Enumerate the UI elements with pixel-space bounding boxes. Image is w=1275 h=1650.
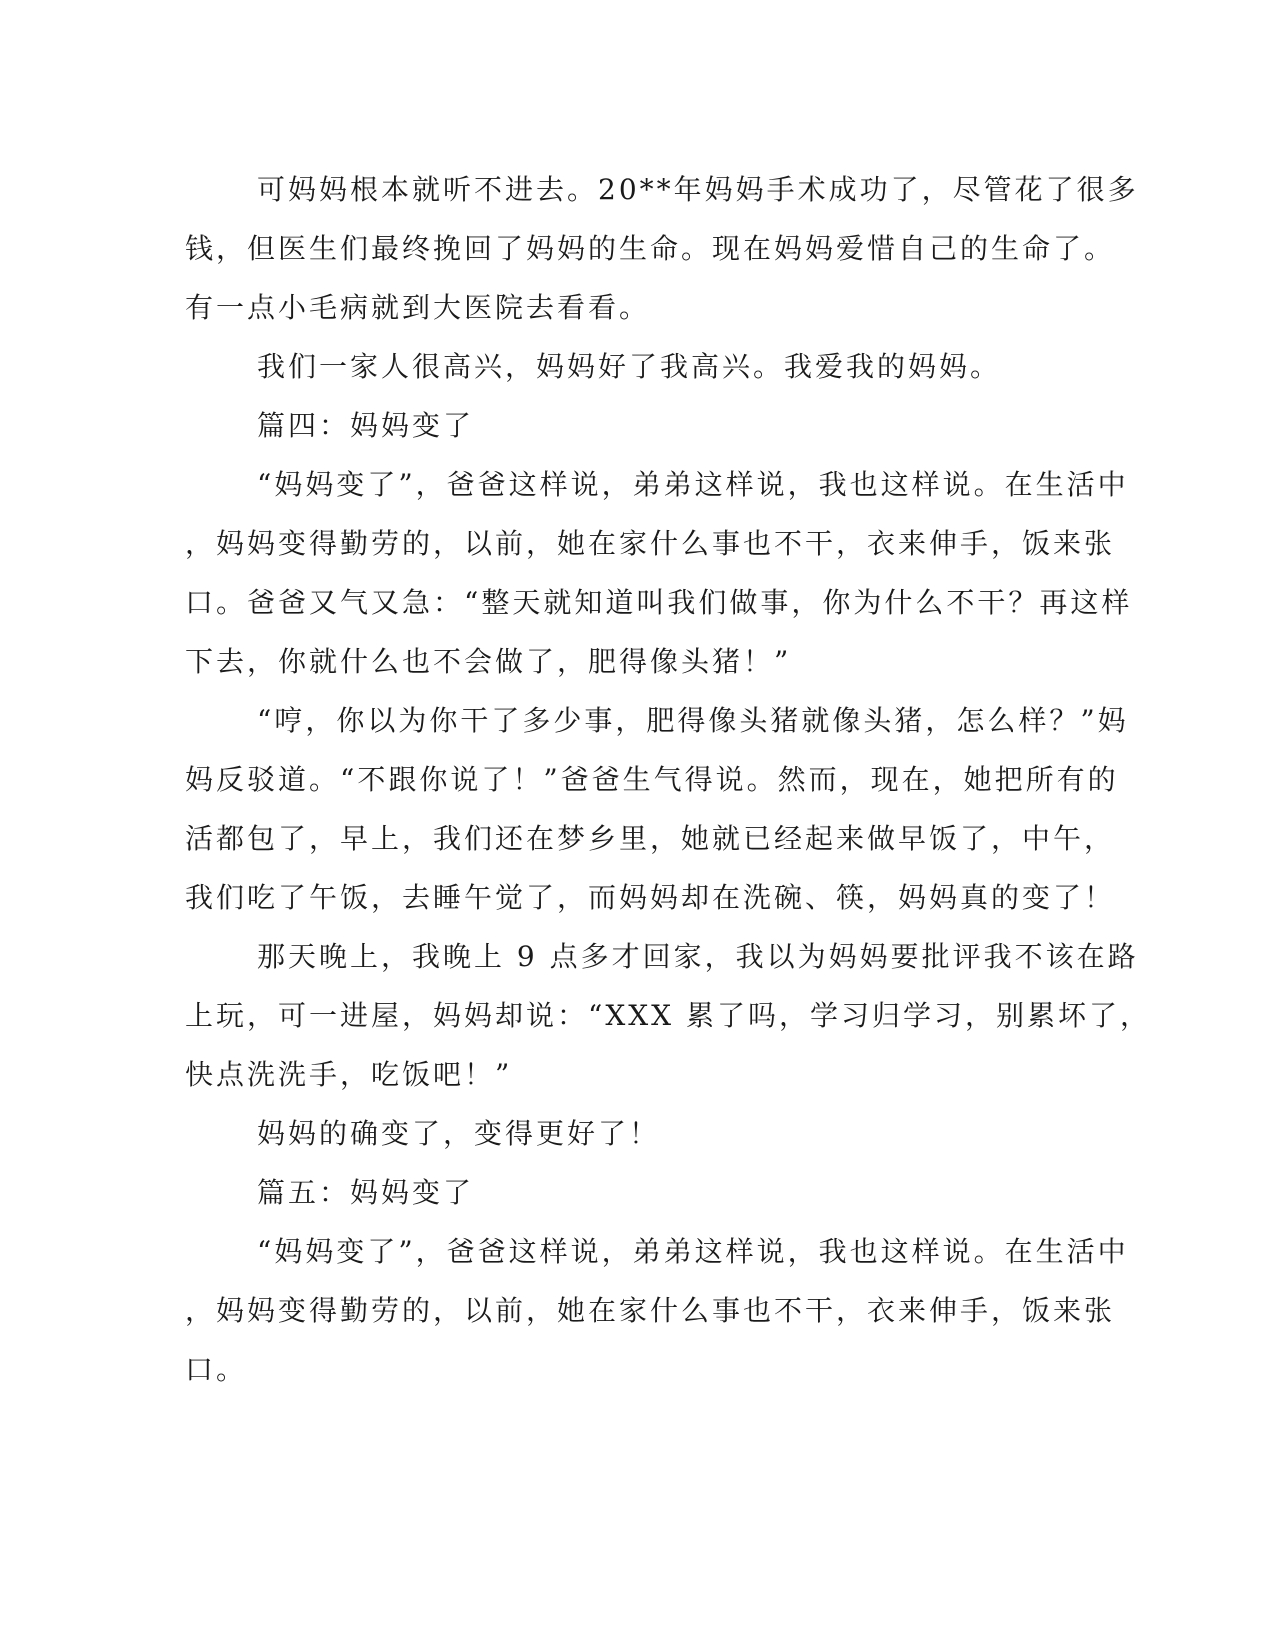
text-line: ，妈妈变得勤劳的，以前，她在家什么事也不干，衣来伸手，饭来张	[185, 527, 1116, 560]
text-line: 有一点小毛病就到大医院去看看。	[185, 291, 651, 324]
text-line: “妈妈变了”，爸爸这样说，弟弟这样说，我也这样说。在生活中	[257, 1235, 1129, 1268]
text-line: 上玩，可一进屋，妈妈却说：“XXX 累了吗，学习归学习，别累坏了，	[185, 999, 1152, 1032]
document-body	[185, 160, 1152, 1399]
text-line: 口。爸爸又气又急：“整天就知道叫我们做事，你为什么不干？再这样	[185, 586, 1133, 619]
section-heading: 篇五：妈妈变了	[257, 1176, 475, 1209]
text-line: 钱，但医生们最终挽回了妈妈的生命。现在妈妈爱惜自己的生命了。	[185, 232, 1116, 265]
text-line: 妈妈的确变了，变得更好了！	[257, 1117, 661, 1150]
text-line: 口。	[185, 1353, 248, 1386]
section-heading: 篇四：妈妈变了	[257, 409, 475, 442]
text-line: 可妈妈根本就听不进去。20**年妈妈手术成功了，尽管花了很多	[257, 173, 1139, 206]
text-line: 我们吃了午饭，去睡午觉了，而妈妈却在洗碗、筷，妈妈真的变了！	[185, 881, 1116, 914]
text-line: 下去，你就什么也不会做了，肥得像头猪！”	[185, 645, 792, 678]
text-line: “妈妈变了”，爸爸这样说，弟弟这样说，我也这样说。在生活中	[257, 468, 1129, 501]
text-line: “哼，你以为你干了多少事，肥得像头猪就像头猪，怎么样？”妈	[257, 704, 1129, 737]
text-line: 活都包了，早上，我们还在梦乡里，她就已经起来做早饭了，中午，	[185, 822, 1116, 855]
text-line: 快点洗洗手，吃饭吧！”	[185, 1058, 513, 1091]
text-line: 我们一家人很高兴，妈妈好了我高兴。我爱我的妈妈。	[257, 350, 1002, 383]
text-line: 妈反驳道。“不跟你说了！”爸爸生气得说。然而，现在，她把所有的	[185, 763, 1119, 796]
text-line: ，妈妈变得勤劳的，以前，她在家什么事也不干，衣来伸手，饭来张	[185, 1294, 1116, 1327]
text-line: 那天晚上，我晚上 9 点多才回家，我以为妈妈要批评我不该在路	[257, 940, 1139, 973]
